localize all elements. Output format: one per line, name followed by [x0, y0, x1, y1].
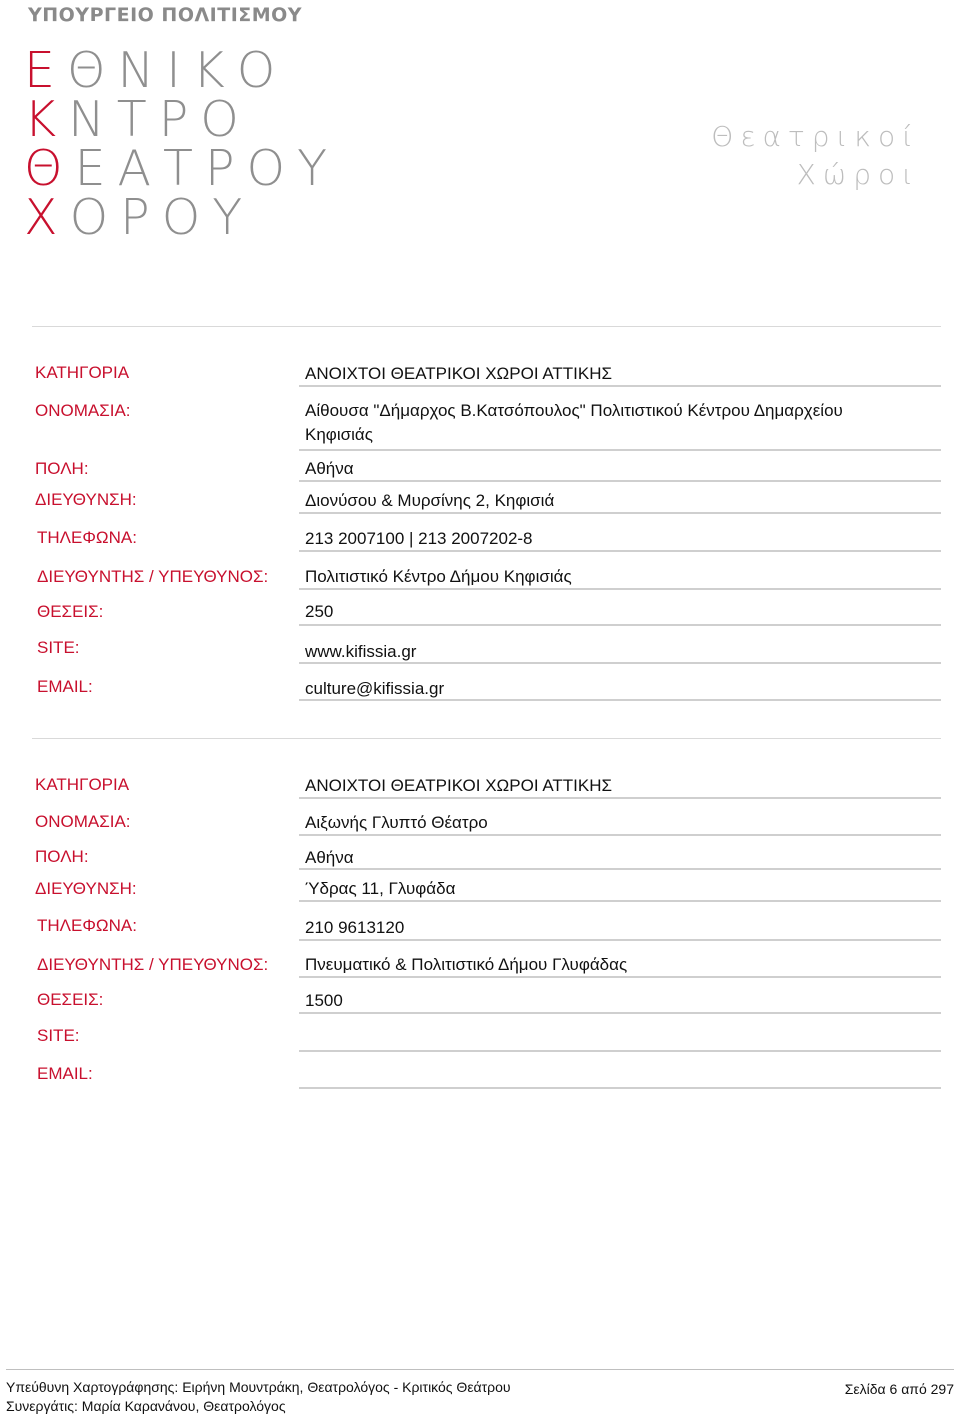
site-value[interactable]: www.kifissia.gr — [305, 642, 417, 661]
field-underline — [299, 512, 941, 514]
category-value: ΑΝΟΙΧΤΟΙ ΘΕΑΤΡΙΚΟΙ ΧΩΡΟΙ ΑΤΤΙΚΗΣ — [305, 776, 613, 795]
page-number: Σελίδα 6 από 297 — [844, 1381, 954, 1397]
logo-initial: Θ — [24, 140, 75, 197]
name-value: Αιξωνής Γλυπτό Θέατρο — [305, 813, 488, 832]
entry-divider — [32, 326, 941, 327]
address-label: ΔΙΕΥΘΥΝΣΗ: — [35, 490, 137, 509]
director-value: Πολιτιστικό Κέντρο Δήμου Κηφισιάς — [305, 567, 572, 586]
field-underline — [299, 449, 941, 451]
field-underline — [299, 588, 941, 590]
field-underline — [299, 834, 941, 836]
field-underline — [299, 385, 941, 387]
logo-rest: ΝΤΡΟ — [68, 91, 251, 148]
field-underline — [299, 797, 941, 799]
seats-value: 250 — [305, 602, 334, 621]
address-value: Διονύσου & Μυρσίνης 2, Κηφισιά — [305, 491, 555, 510]
logo-rest: ΟΡΟΥ — [69, 189, 255, 246]
phones-label: ΤΗΛΕΦΩΝΑ: — [37, 916, 137, 935]
name-label: ΟΝΟΜΑΣΙΑ: — [35, 812, 131, 831]
seats-label: ΘΕΣΕΙΣ: — [37, 990, 104, 1009]
logo-line — [24, 42, 288, 99]
logo-line — [24, 140, 340, 197]
footer-collaborator: Συνεργάτις: Μαρία Καρανάνου, Θεατρολόγος — [6, 1398, 286, 1414]
tagline-line-2: Χώροι — [796, 158, 920, 191]
logo-line — [24, 189, 274, 246]
logo-rest: ΕΑΤΡΟΥ — [74, 140, 340, 197]
field-underline — [299, 1012, 941, 1014]
field-underline — [299, 976, 941, 978]
city-value: Αθήνα — [305, 459, 354, 478]
email-value[interactable]: culture@kifissia.gr — [305, 679, 445, 698]
city-label: ΠΟΛΗ: — [35, 847, 89, 866]
name-label: ΟΝΟΜΑΣΙΑ: — [35, 401, 131, 420]
field-underline — [299, 550, 941, 552]
logo-initial: Κ — [24, 91, 69, 148]
field-underline — [299, 900, 941, 902]
entry-divider — [32, 738, 941, 739]
city-label: ΠΟΛΗ: — [35, 459, 89, 478]
field-underline — [299, 480, 941, 482]
email-label: EMAIL: — [37, 1064, 93, 1083]
logo-line — [24, 91, 274, 148]
phones-value: 210 9613120 — [305, 918, 405, 937]
email-label: EMAIL: — [37, 677, 93, 696]
category-label: ΚΑΤΗΓΟΡΙΑ — [35, 363, 130, 382]
seats-value: 1500 — [305, 991, 343, 1010]
name-value: Αίθουσα "Δήμαρχος Β.Κατσόπουλος" Πολιτιστικού Κέντρου Δημαρχείου Κηφισιάς — [305, 401, 843, 444]
city-value: Αθήνα — [305, 848, 354, 867]
seats-label: ΘΕΣΕΙΣ: — [37, 602, 104, 621]
director-label: ΔΙΕΥΘΥΝΤΗΣ / ΥΠΕΥΘΥΝΟΣ: — [37, 955, 269, 974]
phones-label: ΤΗΛΕΦΩΝΑ: — [37, 528, 137, 547]
director-value: Πνευματικό & Πολιτιστικό Δήμου Γλυφάδας — [305, 955, 628, 974]
field-underline — [299, 1050, 941, 1052]
category-value: ΑΝΟΙΧΤΟΙ ΘΕΑΤΡΙΚΟΙ ΧΩΡΟΙ ΑΤΤΙΚΗΣ — [305, 364, 613, 383]
category-label: ΚΑΤΗΓΟΡΙΑ — [35, 775, 130, 794]
logo-rest: ΘΝΙΚΟ — [66, 42, 288, 99]
field-underline — [299, 624, 941, 626]
field-underline — [299, 868, 941, 870]
ministry-title: ΥΠΟΥΡΓΕΙΟ ΠΟΛΙΤΙΣΜΟΥ — [28, 4, 303, 26]
logo-initial: Ε — [24, 42, 67, 99]
footer-credit: Υπεύθυνη Χαρτογράφησης: Ειρήνη Μουντράκη, Θεατρολόγος - Κριτικός Θεάτρου — [6, 1379, 511, 1395]
tagline-line-1: Θεατρικοί — [711, 120, 920, 153]
logo — [24, 42, 340, 246]
footer-divider — [6, 1369, 954, 1370]
address-label: ΔΙΕΥΘΥΝΣΗ: — [35, 879, 137, 898]
field-underline — [299, 662, 941, 664]
section-tagline — [711, 118, 920, 194]
phones-value: 213 2007100 | 213 2007202-8 — [305, 529, 533, 548]
address-value: Ύδρας 11, Γλυφάδα — [305, 879, 456, 898]
logo-initial: Χ — [24, 189, 70, 246]
field-underline — [299, 699, 941, 701]
field-underline — [299, 1087, 941, 1089]
site-label: SITE: — [37, 1026, 80, 1045]
director-label: ΔΙΕΥΘΥΝΤΗΣ / ΥΠΕΥΘΥΝΟΣ: — [37, 567, 269, 586]
site-label: SITE: — [37, 638, 80, 657]
field-underline — [299, 939, 941, 941]
